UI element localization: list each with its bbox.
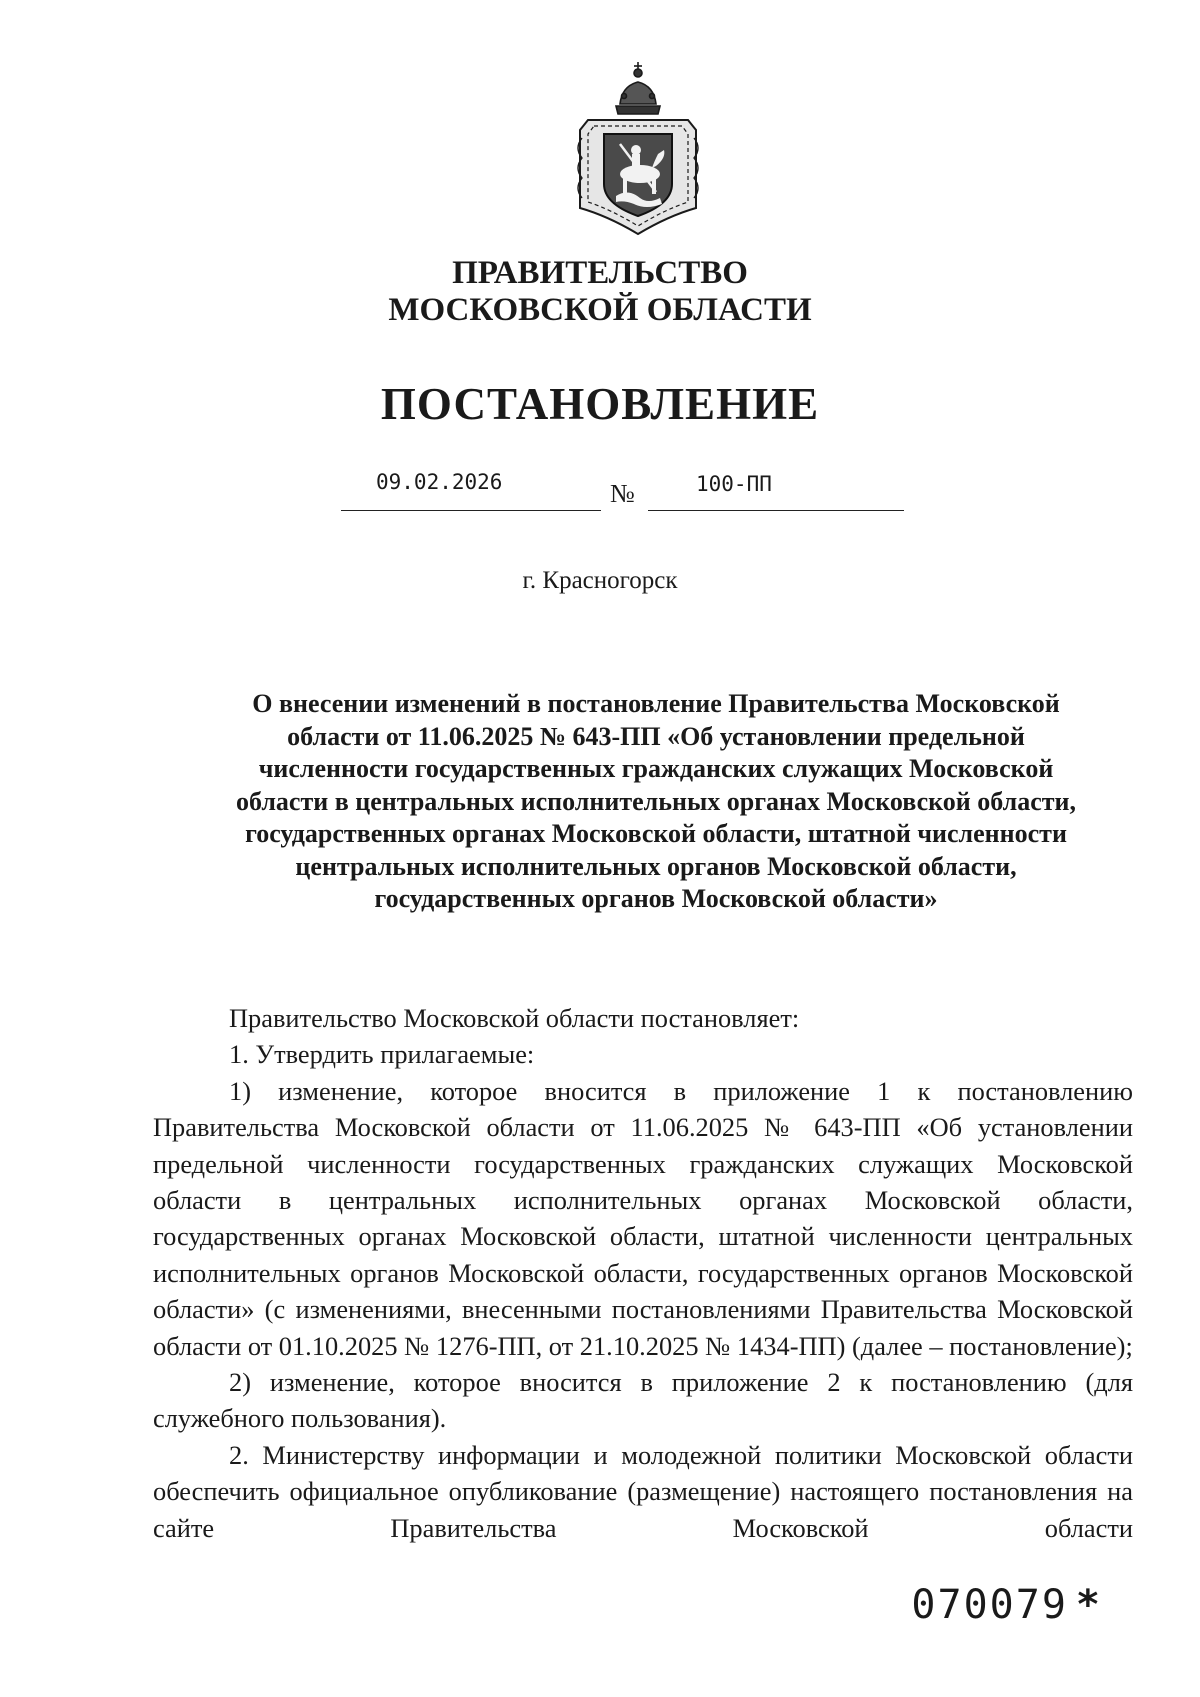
subject-line: О внесении изменений в постановление Правительства Московской (252, 689, 1060, 718)
subject-line: государственных органах Московской области, штатной численности (245, 819, 1067, 848)
body-item-1: 1. Утвердить прилагаемые: (229, 1039, 535, 1070)
subject-line: центральных исполнительных органов Московской области, (295, 851, 1017, 881)
government-name-line1: ПРАВИТЕЛЬСТВО (452, 255, 748, 291)
city-line: г. Красногорск (522, 567, 678, 594)
document-type-heading: ПОСТАНОВЛЕНИЕ (380, 379, 820, 429)
body-item-2: 2. Министерству информации и молодежной политики Московской области обеспечить официальное опубликование (размещение) настоящего постановления на сайте Правительства Московской области (153, 1439, 1133, 1543)
subject-line: области в центральных исполнительных органах Московской области, (235, 786, 1077, 816)
document-number: 100-ПП (696, 472, 772, 496)
document-body (153, 1000, 1133, 1546)
subject-line: области от 11.06.2025 № 643-ПП «Об установлении предельной (287, 721, 1025, 751)
number-underline (648, 510, 904, 511)
number-sign: № (610, 479, 635, 508)
government-name-line2: МОСКОВСКОЙ ОБЛАСТИ (388, 292, 812, 328)
serial-number-digits: 070079 (911, 1582, 1068, 1628)
serial-number (911, 1582, 1102, 1628)
document-date: 09.02.2026 (376, 470, 503, 494)
date-underline (341, 510, 601, 511)
document-subject (204, 688, 1108, 916)
body-intro: Правительство Московской области постановляет: (229, 1003, 800, 1033)
body-item-1-1: 1) изменение, которое вносится в приложение 1 к постановлению Правительства Московской области от 11.06.2025 № 643-ПП «Об установлении предельной численности государственных гражданских служащих Московской области в центральных исполнительных органах Московской области, государственных органах Московской области, штатной численности центральных исполнительных органов Московской области, государственных органов Московской области» (с изменениями, внесенными постановлениями Правительства Московской области от 01.10.2025 № 1276-ПП, от 21.10.2025 № 1434-ПП) (далее – постановление); (153, 1075, 1133, 1361)
body-item-1-2: 2) изменение, которое вносится в приложение 2 к постановлению (для служебного пользования). (153, 1367, 1133, 1434)
subject-line: численности государственных гражданских служащих Московской (258, 754, 1054, 783)
subject-line: государственных органов Московской области» (374, 884, 938, 913)
coat-of-arms-icon (568, 58, 708, 236)
asterisk-icon: * (1075, 1582, 1102, 1628)
